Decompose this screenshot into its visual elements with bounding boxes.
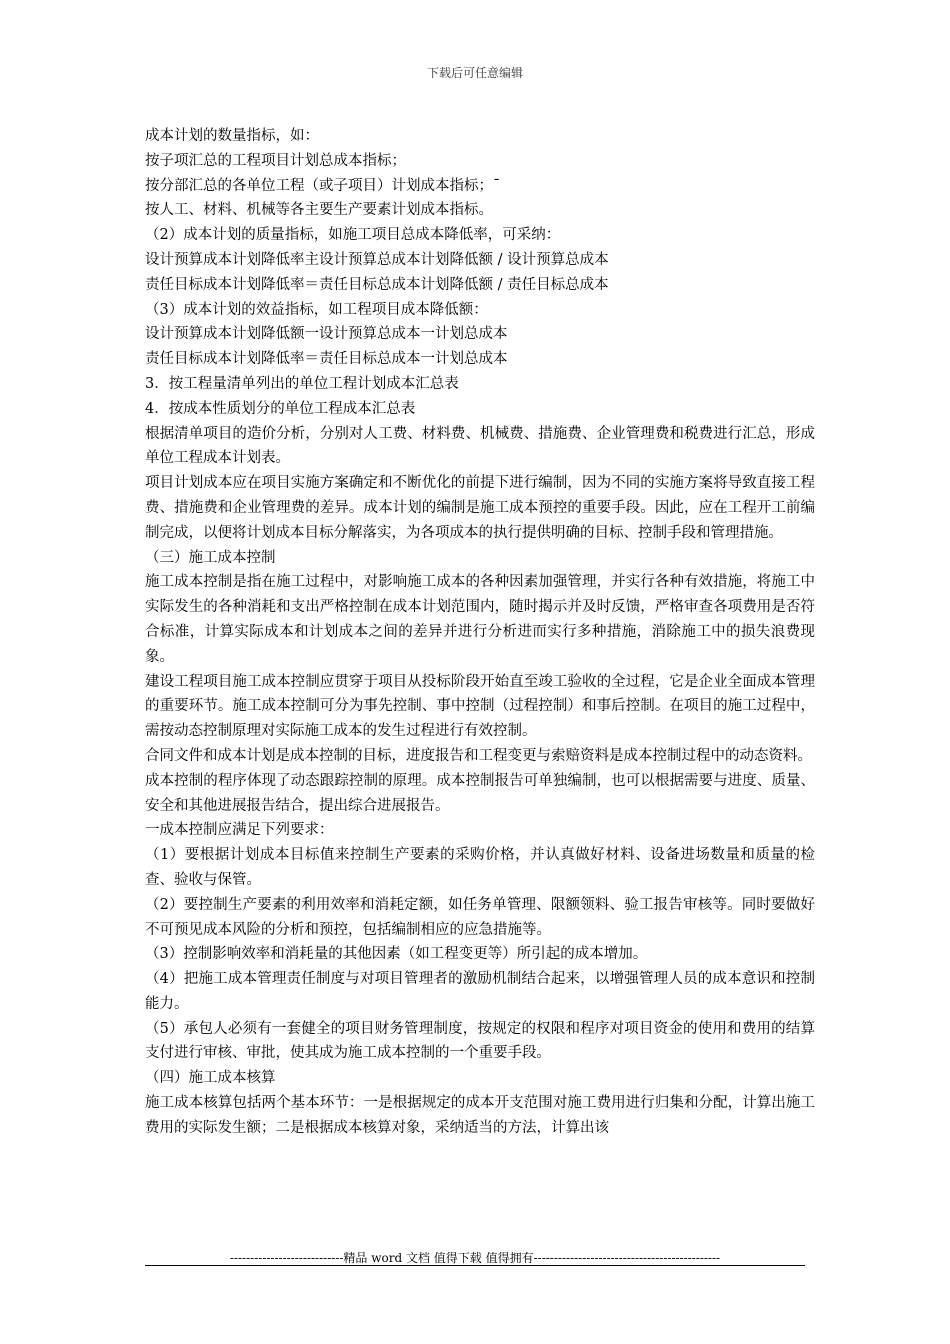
paragraph: 施工成本核算包括两个基本环节：一是根据规定的成本开支范围对施工费用进行归集和分配，计算出施工费用的实际发生额；二是根据成本核算对象，采纳适当的方法，计算出该 xyxy=(145,1095,815,1136)
paragraph: 建设工程项目施工成本控制应贯穿于项目从投标阶段开始直至竣工验收的全过程，它是企业全面成本管理的重要环节。施工成本控制可分为事先控制、事中控制（过程控制）和事后控制。在项目的施工过程中，需按动态控制原理对实际施工成本的发生过程进行有效控制。 xyxy=(145,673,815,740)
paragraph: 成本计划的数量指标，如： xyxy=(145,128,319,144)
paragraph: 4．按成本性质划分的单位工程成本汇总表 xyxy=(145,400,416,417)
paragraph: 责任目标成本计划降低率＝责任目标总成本一计划总成本 xyxy=(145,351,508,368)
section-heading: （四）施工成本核算 xyxy=(145,1070,276,1087)
paragraph: 按分部汇总的各单位工程（或子项目）计划成本指标；¯ xyxy=(145,177,501,194)
footer-divider xyxy=(145,1265,805,1266)
paragraph: 项目计划成本应在项目实施方案确定和不断优化的前提下进行编制，因为不同的实施方案将导致直接工程费、措施费和企业管理费的差异。成本计划的编制是施工成本预控的重要手段。因此，应在工程开工前编制完成，以便将计划成本目标分解落实，为各项成本的执行提供明确的目标、控制手段和管理措施。 xyxy=(145,475,815,541)
page-footer: ----------------------------精品 word 文档 值得下载 值得拥有---------------------------------------------- xyxy=(229,1251,721,1265)
paragraph: （2）成本计划的质量指标，如施工项目总成本降低率，可采纳： xyxy=(145,227,561,244)
paragraph: 一成本控制应满足下列要求： xyxy=(145,822,334,839)
paragraph: （3）控制影响效率和消耗量的其他因素（如工程变更等）所引起的成本增加。 xyxy=(145,946,648,963)
paragraph: 3．按工程量清单列出的单位工程计划成本汇总表 xyxy=(145,375,459,392)
paragraph: 成本控制的程序体现了动态跟踪控制的原理。成本控制报告可单独编制，也可以根据需要与进度、质量、安全和其他进展报告结合，提出综合进展报告。 xyxy=(145,772,815,814)
paragraph: 合同文件和成本计划是成本控制的目标，进度报告和工程变更与索赔资料是成本控制过程中的动态资料。 xyxy=(145,747,812,764)
page-header: 下载后可任意编辑 xyxy=(426,66,523,80)
paragraph: （3）成本计划的效益指标，如工程项目成本降低额： xyxy=(145,301,488,318)
paragraph: 施工成本控制是指在施工过程中，对影响施工成本的各种因素加强管理，并实行各种有效措施，将施工中实际发生的各种消耗和支出严格控制在成本计划范围内，随时揭示并及时反馈，严格审查各项费用是否符合标准，计算实际成本和计划成本之间的差异并进行分析进而实行多种措施，消除施工中的损失浪费现象。 xyxy=(145,574,815,665)
paragraph: （2）要控制生产要素的利用效率和消耗定额，如任务单管理、限额领料、验工报告审核等。同时要做好不可预见成本风险的分析和预控，包括编制相应的应急措施等。 xyxy=(145,896,815,938)
paragraph: （5）承包人必须有一套健全的项目财务管理制度，按规定的权限和程序对项目资金的使用和费用的结算支付进行审核、审批，使其成为施工成本控制的一个重要手段。 xyxy=(145,1020,815,1062)
paragraph: 按子项汇总的工程项目计划总成本指标； xyxy=(145,152,406,169)
paragraph: 按人工、材料、机械等各主要生产要素计划成本指标。 xyxy=(145,202,493,219)
paragraph: （4）把施工成本管理责任制度与对项目管理者的激励机制结合起来，以增强管理人员的成本意识和控制能力。 xyxy=(145,971,815,1012)
document-body xyxy=(145,124,815,1141)
paragraph: （1）要根据计划成本目标值来控制生产要素的采购价格，并认真做好材料、设备进场数量和质量的检查、验收与保管。 xyxy=(145,847,815,888)
section-heading: （三）施工成本控制 xyxy=(145,549,276,566)
paragraph: 根据清单项目的造价分析，分别对人工费、材料费、机械费、措施费、企业管理费和税费进行汇总，形成单位工程成本计划表。 xyxy=(145,425,815,467)
paragraph: 设计预算成本计划降低额一设计预算总成本一计划总成本 xyxy=(145,326,508,343)
paragraph: 责任目标成本计划降低率＝责任目标总成本计划降低额 / 责任目标总成本 xyxy=(145,276,609,293)
paragraph: 设计预算成本计划降低率主设计预算总成本计划降低额 / 设计预算总成本 xyxy=(145,251,609,268)
